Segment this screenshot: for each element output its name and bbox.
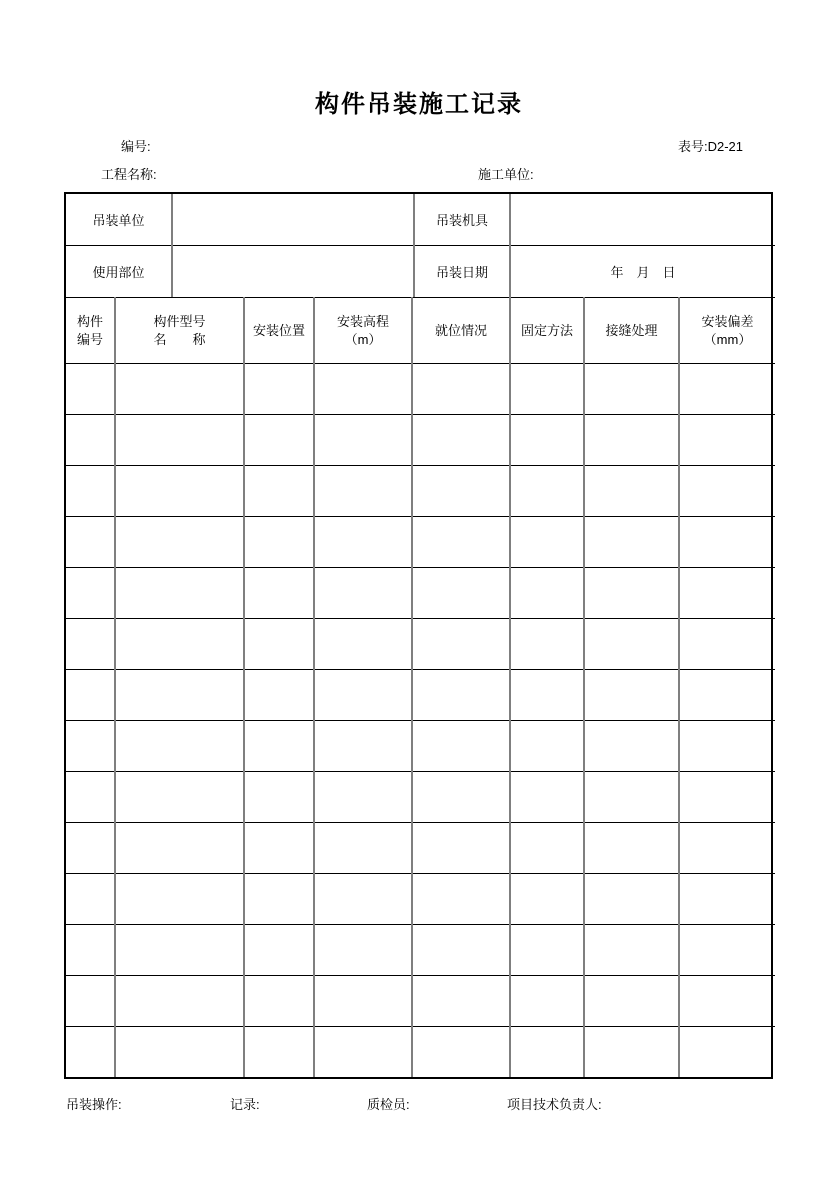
data-cell[interactable] (314, 670, 412, 721)
data-row (66, 619, 775, 670)
data-cell[interactable] (66, 772, 115, 823)
data-cell[interactable] (584, 823, 679, 874)
data-cell[interactable] (115, 517, 244, 568)
data-cell[interactable] (244, 976, 314, 1027)
data-cell[interactable] (66, 721, 115, 772)
data-cell[interactable] (584, 976, 679, 1027)
data-row (66, 466, 775, 517)
hoisting-date-value-cell[interactable]: 年 月 日 (510, 246, 775, 298)
column-header-joint-treatment: 接缝处理 (584, 298, 679, 364)
usage-location-label: 使用部位 (66, 246, 172, 298)
data-cell[interactable] (584, 874, 679, 925)
data-cell[interactable] (66, 823, 115, 874)
data-cell[interactable] (412, 823, 510, 874)
data-cell[interactable] (314, 874, 412, 925)
data-cell[interactable] (66, 1027, 115, 1078)
data-cell[interactable] (679, 823, 775, 874)
data-cell[interactable] (66, 619, 115, 670)
column-header-seating-condition: 就位情况 (412, 298, 510, 364)
column-header-install-elevation: 安装高程 （m） (314, 298, 412, 364)
data-row (66, 925, 775, 976)
info-row (66, 246, 775, 298)
form-number: 表号:D2-21 (678, 139, 744, 154)
data-cell[interactable] (584, 517, 679, 568)
data-cell[interactable] (412, 619, 510, 670)
data-cell[interactable] (679, 670, 775, 721)
data-cell[interactable] (510, 415, 584, 466)
data-cell[interactable] (412, 721, 510, 772)
data-cell[interactable] (115, 415, 244, 466)
data-row (66, 415, 775, 466)
data-cell[interactable] (584, 415, 679, 466)
data-cell[interactable] (244, 517, 314, 568)
data-cell[interactable] (510, 1027, 584, 1078)
data-cell[interactable] (66, 874, 115, 925)
project-tech-lead-label: 项目技术负责人: (507, 1097, 602, 1112)
data-cell[interactable] (314, 466, 412, 517)
data-cell[interactable] (115, 874, 244, 925)
recorder-label: 记录: (230, 1097, 260, 1112)
data-cell[interactable] (510, 568, 584, 619)
data-cell[interactable] (584, 670, 679, 721)
column-header-install-deviation: 安装偏差 （mm） (679, 298, 775, 364)
data-cell[interactable] (66, 976, 115, 1027)
data-cell[interactable] (244, 1027, 314, 1078)
hoisting-unit-label: 吊装单位 (92, 213, 145, 228)
data-cell[interactable] (679, 568, 775, 619)
data-cell[interactable] (115, 364, 244, 415)
main-table-body (66, 364, 775, 1078)
data-cell[interactable] (314, 823, 412, 874)
hoisting-operator-label: 吊装操作: (66, 1097, 122, 1112)
data-cell[interactable] (244, 721, 314, 772)
data-cell[interactable] (115, 670, 244, 721)
data-cell[interactable] (584, 772, 679, 823)
data-row (66, 1027, 775, 1078)
data-row (66, 517, 775, 568)
hoisting-equipment-value-cell[interactable] (510, 194, 775, 246)
data-cell[interactable] (510, 670, 584, 721)
data-cell[interactable] (679, 364, 775, 415)
data-row (66, 874, 775, 925)
serial-number-label: 编号: (121, 139, 151, 154)
data-cell[interactable] (244, 874, 314, 925)
data-cell[interactable] (679, 874, 775, 925)
data-row (66, 364, 775, 415)
data-cell[interactable] (510, 721, 584, 772)
data-cell[interactable] (412, 670, 510, 721)
data-cell[interactable] (679, 517, 775, 568)
data-cell[interactable] (679, 976, 775, 1027)
data-cell[interactable] (412, 772, 510, 823)
data-cell[interactable] (244, 466, 314, 517)
project-name-label: 工程名称: (101, 167, 157, 182)
data-cell[interactable] (314, 925, 412, 976)
data-cell[interactable] (679, 925, 775, 976)
quality-inspector-label: 质检员: (367, 1097, 410, 1112)
data-cell[interactable] (244, 568, 314, 619)
data-cell[interactable] (66, 670, 115, 721)
data-cell[interactable] (584, 721, 679, 772)
data-cell[interactable] (244, 364, 314, 415)
data-cell[interactable] (314, 721, 412, 772)
data-cell[interactable] (510, 517, 584, 568)
data-cell[interactable] (66, 925, 115, 976)
column-header-component-no: 构件 编号 (76, 313, 103, 347)
column-header-install-position: 安装位置 (244, 298, 314, 364)
data-cell[interactable] (314, 1027, 412, 1078)
data-cell[interactable] (115, 925, 244, 976)
data-cell[interactable] (244, 823, 314, 874)
form-title: 构件吊装施工记录 (315, 91, 523, 118)
data-cell[interactable] (412, 517, 510, 568)
data-cell[interactable] (244, 925, 314, 976)
data-cell[interactable] (679, 619, 775, 670)
data-cell[interactable] (510, 925, 584, 976)
info-row (66, 194, 775, 246)
data-cell[interactable] (244, 772, 314, 823)
data-cell[interactable] (510, 874, 584, 925)
data-row (66, 721, 775, 772)
data-cell[interactable] (510, 823, 584, 874)
data-cell[interactable] (115, 1027, 244, 1078)
data-cell[interactable] (314, 619, 412, 670)
data-cell[interactable] (679, 415, 775, 466)
data-cell[interactable] (66, 517, 115, 568)
data-cell[interactable] (115, 619, 244, 670)
data-row (66, 823, 775, 874)
data-cell[interactable] (412, 925, 510, 976)
record-table (64, 192, 773, 1079)
data-cell[interactable] (412, 364, 510, 415)
data-cell[interactable] (412, 568, 510, 619)
info-table (66, 194, 775, 297)
data-cell[interactable] (115, 466, 244, 517)
data-cell[interactable] (584, 364, 679, 415)
data-cell[interactable] (510, 466, 584, 517)
data-row (66, 670, 775, 721)
usage-location-value-cell[interactable] (172, 246, 414, 298)
data-row (66, 568, 775, 619)
data-cell[interactable] (244, 670, 314, 721)
data-cell[interactable] (412, 976, 510, 1027)
data-cell[interactable] (510, 619, 584, 670)
data-cell[interactable] (584, 1027, 679, 1078)
hoisting-equipment-label: 吊装机具 (414, 194, 510, 246)
hoisting-date-label: 吊装日期 (414, 246, 510, 298)
data-cell[interactable] (314, 364, 412, 415)
data-cell[interactable] (510, 976, 584, 1027)
data-cell[interactable] (314, 415, 412, 466)
data-cell[interactable] (115, 976, 244, 1027)
data-cell[interactable] (115, 568, 244, 619)
data-cell[interactable] (412, 415, 510, 466)
data-cell[interactable] (412, 874, 510, 925)
data-cell[interactable] (244, 619, 314, 670)
data-cell[interactable] (679, 721, 775, 772)
data-cell[interactable] (314, 772, 412, 823)
contractor-label: 施工单位: (478, 167, 534, 182)
column-header-fixing-method: 固定方法 (510, 298, 584, 364)
hoisting-unit-value-cell[interactable] (172, 194, 414, 246)
data-cell[interactable] (412, 466, 510, 517)
column-header-model-name: 构件型号 名 称 (115, 298, 244, 364)
data-cell[interactable] (314, 517, 412, 568)
data-cell[interactable] (66, 466, 115, 517)
data-cell[interactable] (679, 772, 775, 823)
data-cell[interactable] (66, 568, 115, 619)
data-cell[interactable] (584, 568, 679, 619)
data-cell[interactable] (679, 466, 775, 517)
data-cell[interactable] (584, 466, 679, 517)
data-cell[interactable] (584, 925, 679, 976)
data-row (66, 976, 775, 1027)
column-header-row (66, 298, 775, 364)
data-cell[interactable] (314, 568, 412, 619)
data-cell[interactable] (115, 721, 244, 772)
main-data-table (66, 297, 775, 1077)
data-cell[interactable] (679, 1027, 775, 1078)
data-cell[interactable] (115, 823, 244, 874)
data-cell[interactable] (584, 619, 679, 670)
data-cell[interactable] (510, 364, 584, 415)
data-cell[interactable] (244, 415, 314, 466)
data-cell[interactable] (314, 976, 412, 1027)
data-cell[interactable] (66, 364, 115, 415)
data-row (66, 772, 775, 823)
data-cell[interactable] (412, 1027, 510, 1078)
data-cell[interactable] (115, 772, 244, 823)
data-cell[interactable] (66, 415, 115, 466)
data-cell[interactable] (510, 772, 584, 823)
